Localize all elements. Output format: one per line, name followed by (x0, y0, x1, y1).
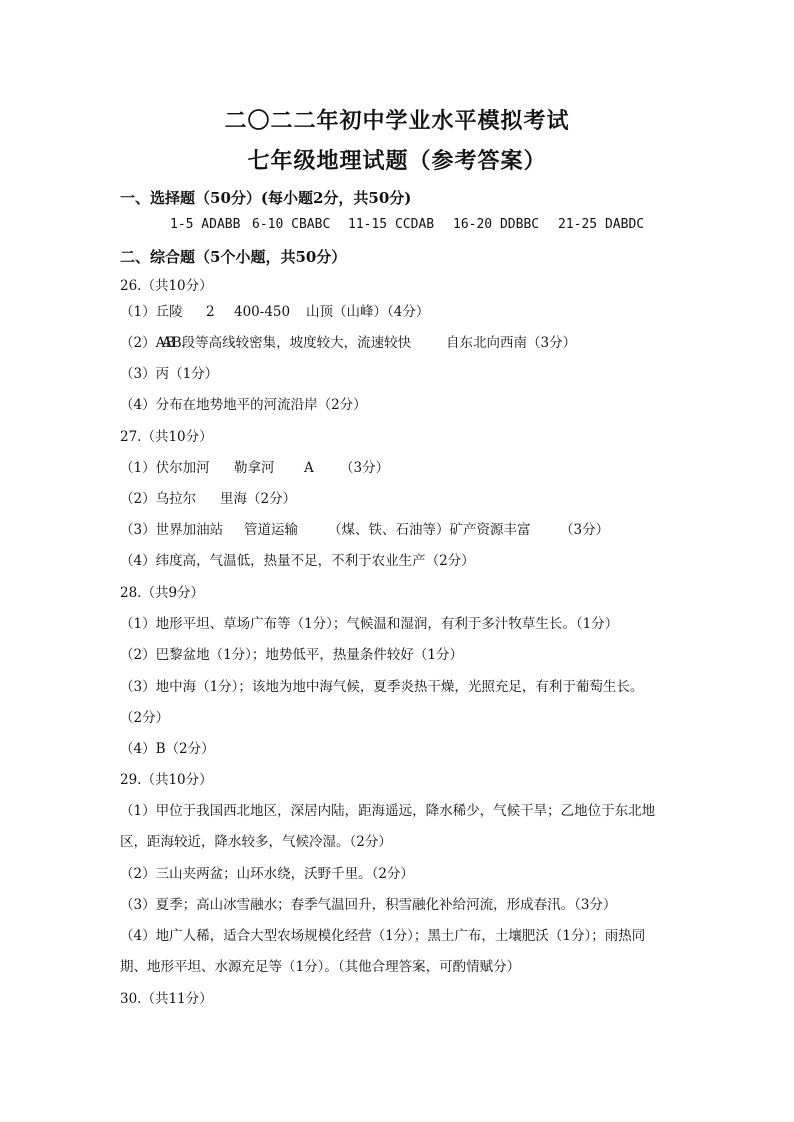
q28-header: 28.（共9分） (120, 585, 205, 601)
mc-answer-1-5: 1-5 ADABB (170, 217, 241, 232)
q27-line-3: （3）世界加油站 管道运输 （煤、铁、石油等）矿产资源丰富 （3分） (120, 522, 610, 538)
q29-header: 29.（共10分） (120, 772, 213, 788)
mc-answer-6-10: 6-10 CBABC (252, 217, 331, 232)
q27-line-2: （2）乌拉尔 里海（2分） (120, 491, 297, 507)
q28-line-4: （2分） (120, 710, 170, 726)
section1-heading: 一、选择题（50分）(每小题2分，共50分) (120, 189, 412, 207)
q26-line-2: （2）ABAB段等高线较密集，坡度较大，流速较快 自东北向西南（3分） (120, 335, 577, 351)
q28-line-2: （2）巴黎盆地（1分）；地势低平，热量条件较好（1分） (120, 647, 464, 663)
q29-line-1: （1）甲位于我国西北地区，深居内陆，距海遥远，降水稀少，气候干旱；乙地位于东北地 (120, 803, 656, 819)
q29-line-6: 期、地形平坦、水源充足等（1分）。（其他合理答案，可酌情赋分） (120, 959, 521, 975)
q29-line-2: 区，距海较近，降水较多，气候冷湿。（2分） (120, 834, 392, 850)
mc-answers (170, 215, 644, 235)
q27-line-1: （1）伏尔加河 勒拿河 A （3分） (120, 460, 390, 476)
q28-line-5: （4）B（2分） (120, 741, 215, 757)
section2-heading: 二、综合题（5个小题，共50分） (120, 248, 347, 266)
q27-line-4: （4）纬度高，气温低，热量不足，不利于农业生产（2分） (120, 553, 475, 569)
q26-line-3: （3）丙（1分） (120, 366, 219, 382)
q28-line-1: （1）地形平坦、草场广布等（1分）；气候温和湿润，有利于多汁牧草生长。（1分） (120, 616, 619, 632)
mc-answer-21-25: 21-25 DABDC (558, 217, 645, 232)
q30-header: 30.（共11分） (120, 991, 213, 1007)
q28-line-3: （3）地中海（1分）；该地为地中海气候，夏季炎热干燥，光照充足，有利于葡萄生长。 (120, 679, 644, 695)
page-title: 二〇二二年初中学业水平模拟考试 (224, 108, 570, 134)
page-subtitle: 七年级地理试题（参考答案） (247, 148, 547, 174)
q26-line-1: （1）丘陵 2 400-450 山顶（山峰）（4分） (120, 304, 430, 320)
q29-line-4: （3）夏季；高山冰雪融水；春季气温回升，积雪融化补给河流，形成春汛。（3分） (120, 897, 617, 913)
q26-line-4: （4）分布在地势地平的河流沿岸（2分） (120, 397, 367, 413)
q27-header: 27.（共10分） (120, 429, 213, 445)
mc-answer-11-15: 11-15 CCDAB (348, 217, 435, 232)
q29-line-5: （4）地广人稀，适合大型农场规模化经营（1分）；黑土广布，土壤肥沃（1分）；雨热同 (120, 928, 646, 944)
q29-line-3: （2）三山夹两盆；山环水绕，沃野千里。（2分） (120, 866, 414, 882)
q26-header: 26.（共10分） (120, 278, 213, 294)
mc-answer-16-20: 16-20 DDBBC (453, 217, 540, 232)
